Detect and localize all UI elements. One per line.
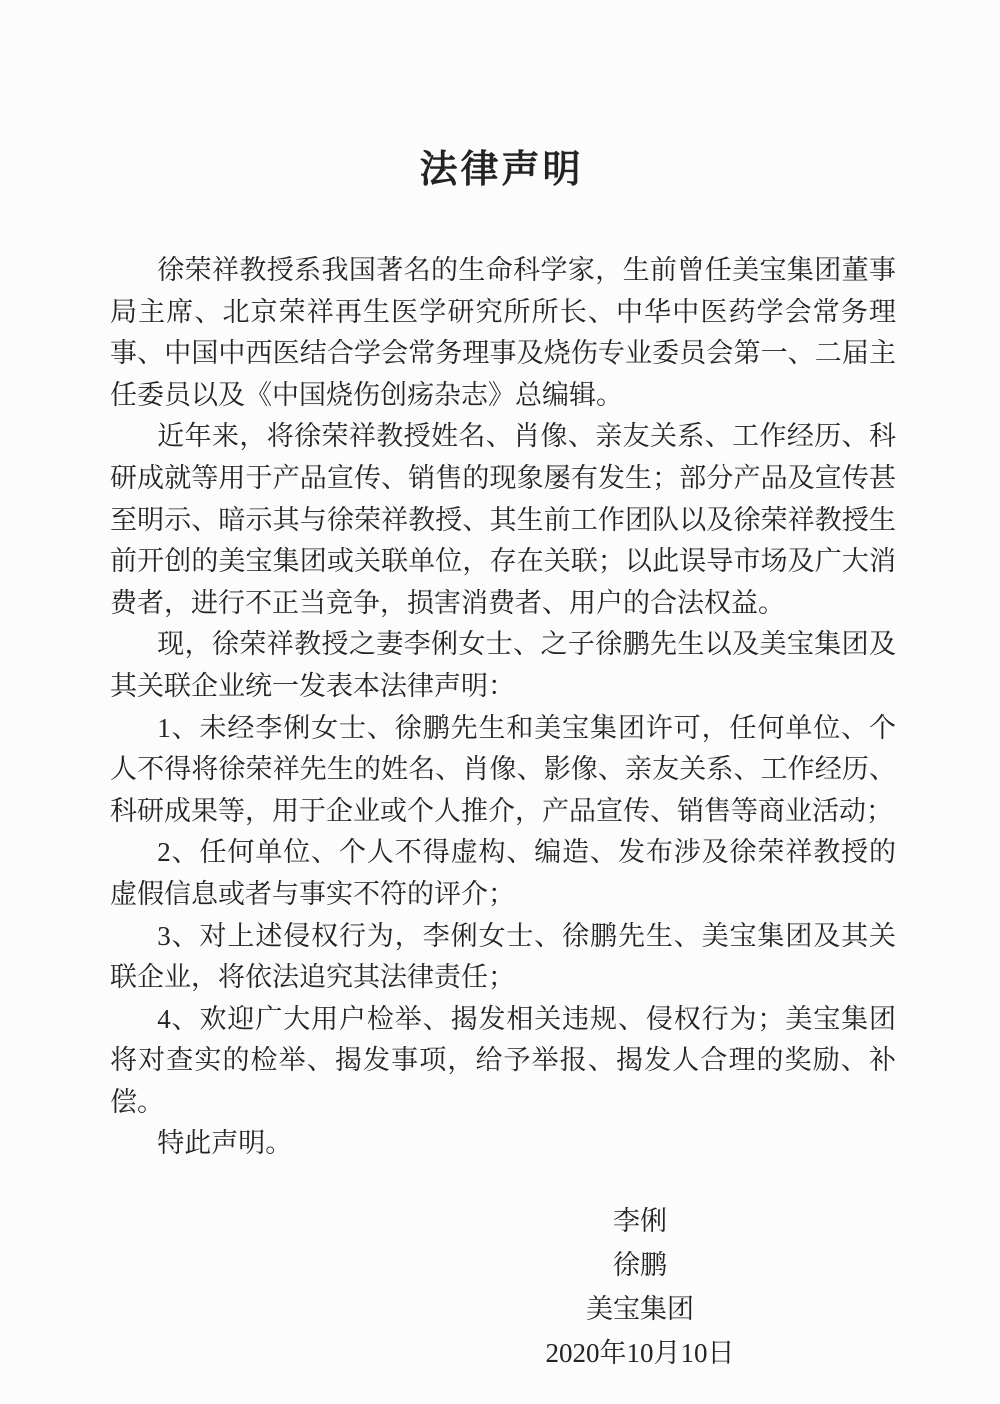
signatory-name-mebo-group: 美宝集团 [586,1294,694,1325]
page-title: 法律声明 [419,149,584,191]
clause-2: 2、任何单位、个人不得虚构、编造、发布涉及徐荣祥教授的虚假信息或者与事实不符的评介； [110,837,896,909]
document-body [110,250,896,1165]
signatory-name-li-li: 李俐 [613,1206,667,1237]
clause-3: 3、对上述侵权行为，李俐女士、徐鹏先生、美宝集团及其关联企业，将依法追究其法律责任； [110,920,896,993]
clause-1: 1、未经李俐女士、徐鹏先生和美宝集团许可，任何单位、个人不得将徐荣祥先生的姓名、肖像、影像、亲友关系、工作经历、科研成果等，用于企业或个人推介，产品宣传、销售等商业活动； [110,712,896,826]
signature-block [140,1199,1000,1375]
paragraph-declaration-intro: 现，徐荣祥教授之妻李俐女士、之子徐鹏先生以及美宝集团及其关联企业统一发表本法律声明： [110,629,896,701]
signature-date: 2020年10月10日 [545,1338,735,1369]
signatory-name-xu-peng: 徐鹏 [613,1250,667,1281]
paragraph-infringement-background: 近年来，将徐荣祥教授姓名、肖像、亲友关系、工作经历、科研成就等用于产品宣传、销售的现象屡有发生；部分产品及宣传甚至明示、暗示其与徐荣祥教授、其生前工作团队以及徐荣祥教授生前开创的美宝集团或关联单位，存在关联；以此误导市场及广大消费者，进行不正当竞争，损害消费者、用户的合法权益。 [110,421,896,618]
closing-statement: 特此声明。 [157,1128,293,1159]
paragraph-professor-bio: 徐荣祥教授系我国著名的生命科学家，生前曾任美宝集团董事局主席、北京荣祥再生医学研究所所长、中华中医药学会常务理事、中国中西医结合学会常务理事及烧伤专业委员会第一、二届主任委员以及《中国烧伤创疡杂志》总编辑。 [110,255,896,410]
clause-4: 4、欢迎广大用户检举、揭发相关违规、侵权行为；美宝集团将对查实的检举、揭发事项，给予举报、揭发人合理的奖励、补偿。 [110,1003,896,1117]
